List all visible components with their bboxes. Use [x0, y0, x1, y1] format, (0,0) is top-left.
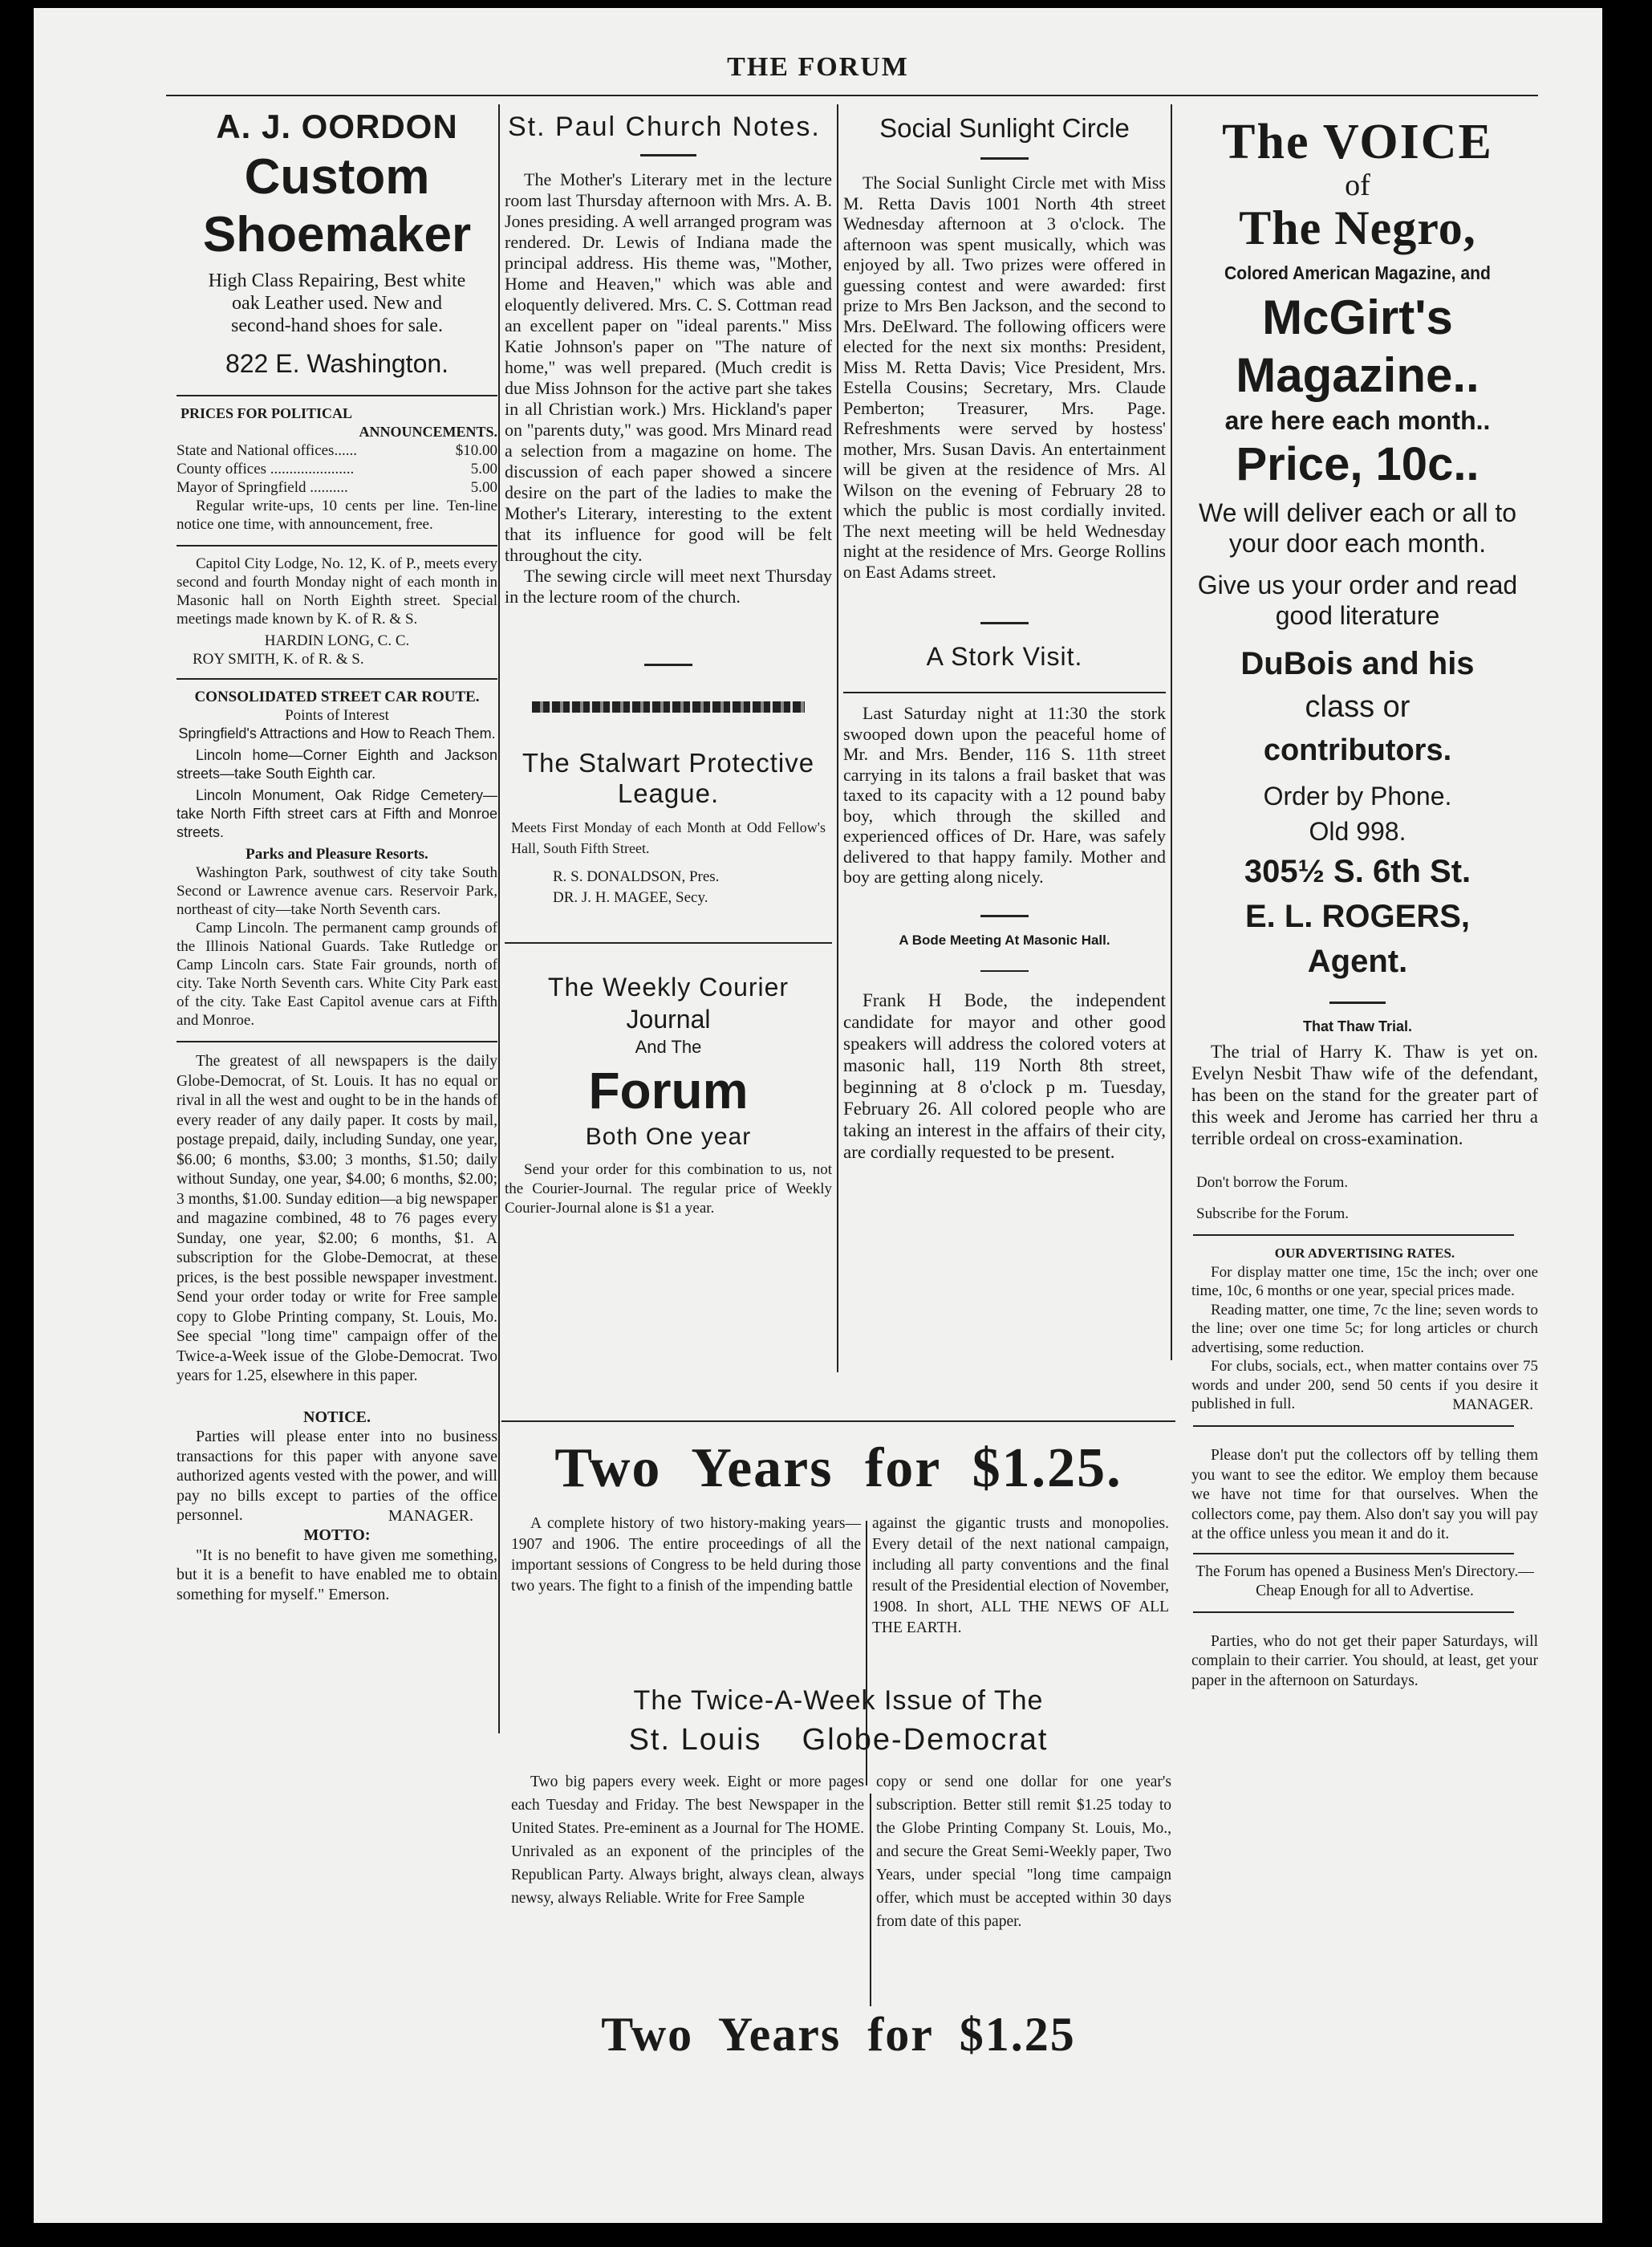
price-row: Mayor of Springfield .......... 5.00 [177, 479, 497, 496]
column-2 [505, 106, 832, 1218]
lodge-notice: Capitol City Lodge, No. 12, K. of P., meets every second and fourth Monday night of each month in Masonic hall on North Eighth street. Special meetings made known by K. of R. & S. HARDIN LONG, C. C. ROY SMITH, K. of R. & S. [177, 555, 497, 668]
collectors-note: Please don't put the collectors off by telling them you want to see the editor. We employ them because we have not time for that ourselves. When the collectors come, pay them. Also don't say you will pay at the office unless you mean it and do it. [1191, 1447, 1538, 1542]
column-rule [870, 1794, 871, 2006]
price-row: State and National offices...... $10.00 [177, 442, 497, 459]
prices-heading: ANNOUNCEMENTS. [359, 424, 497, 440]
borrow-note: Don't borrow the Forum. [1196, 1174, 1349, 1191]
ad-text-left: A complete history of two history-making years—1907 and 1906. The entire proceedings of all the important sessions of Congress to be held during those two years. The fight to a finish of the impending battle [511, 1515, 861, 1595]
subscribe-note: Subscribe for the Forum. [1196, 1205, 1349, 1222]
price-row: County offices ...................... 5.00 [177, 461, 497, 477]
globe-democrat-ad: The greatest of all newspapers is the daily Globe-Democrat, of St. Louis. It has no equal or rival in all the west and ought to be in the hands of every reader of any daily paper. It costs by mail, postage prepaid, daily, including Sunday, one year, $6.00; 6 months, $3.00; 3 months, $1.50; daily without Sunday, one year, $4.00; 6 months, $2.00; 3 months, $1.00. Sunday edition—a big newspaper and magazine combined, 48 to 76 pages every Sunday, one year, $2.00; 6 months, $1. A subscription for the Globe-Democrat, at these prices, is the best possible newspaper investment. Send your order today or write for Free sample copy to Globe Printing company, St. Louis, Mo. See special "long time" campaign offer of the Twice-a-Week issue of the Globe-Democrat. Two years for 1.25, elsewhere in this paper. [177, 1053, 497, 1384]
church-notes: The Mother's Literary met in the lecture room last Thursday afternoon with Mrs. A. B. Jones presiding. A well arranged program was rendered. Dr. Lewis of Indiana made the principal address. His theme was, "Mother, Home and Heaven," which was able and eloquently delivered. Mrs. C. S. Cottman read an excellent paper on "ideal parents." Miss Katie Johnson's paper on "The nature of home," was well prepared. (Much credit is due Miss Johnson for the active part she takes in all Christian work.) Mrs. Hickland's paper on "parents duty," was good. Mrs Minard read a selection from a magazine on home. The discussion of each paper showed a sincere desire on the part of the ladies to make the Mother's Literary, interesting to the extent that its influence for good will be felt throughout the city. The sewing circle will meet next Thursday in the lecture room of the church. [505, 169, 832, 607]
prices-note: Regular write-ups, 10 cents per line. Ten-line notice one time, with announcement, free. [177, 498, 497, 533]
stalwart-league: The Stalwart Protective League. Meets First Monday of each Month at Odd Fellow's Hall, South Fifth Street. R. S. DONALDSON, Pres. DR. J. H. MAGEE, Secy. [505, 748, 832, 908]
streetcar-route: CONSOLIDATED STREET CAR ROUTE. Points of Interest Springfield's Attractions and How to Reach Them. Lincoln home—Corner Eighth and Jackson streets—take South Eighth car. Lincoln Monument, Oak Ridge Cemetery—take North Fifth street cars at Fifth and Monroe streets. Parks and Pleasure Resorts. Washington Park, southwest of city take South Second or Lawrence avenue cars. Reservoir Park, northeast of city—take North Seventh cars. Camp Lincoln. The permanent camp grounds of the Illinois National Guards. Take Rutledge or Camp Lincoln cars. State Fair grounds, north of city. Take North Seventh cars. White City Park east of the city. Take East Capitol avenue cars at Fifth and Monroe. [177, 689, 497, 1029]
stalwart-title: The Stalwart Protective League. [522, 748, 815, 808]
column-rule [498, 104, 500, 1733]
two-years-headline: Two Years for $1.25. [554, 1437, 1122, 1499]
ad-text-right: against the gigantic trusts and monopolies. Every detail of the next national campaign, including all party conventions and the final result of the Presidential election of November, 1908. In short, ALL THE NEWS OF ALL THE EARTH. [872, 1515, 1169, 1636]
saturday-note: Parties, who do not get their paper Saturdays, will complain to their carrier. You should, at least, get your paper in the afternoon on Saturdays. [1191, 1632, 1538, 1689]
top-rule [166, 95, 1538, 96]
globe-democrat-heading: St. Louis Globe-Democrat [628, 1723, 1049, 1757]
ornament-divider [532, 701, 805, 713]
prices-notice [177, 404, 497, 534]
twice-a-week-heading: The Twice-A-Week Issue of The [633, 1685, 1044, 1716]
motto: MOTTO: "It is no benefit to have given me something, but it is a benefit to have enabled me to obtain something for myself." Emerson. [177, 1526, 497, 1603]
bode-title: A Bode Meeting At Masonic Hall. [899, 932, 1110, 948]
two-years-footer: Two Years for $1.25 [601, 2008, 1076, 2061]
social-title: Social Sunlight Circle [879, 113, 1130, 143]
stork-body: Last Saturday night at 11:30 the stork swooped down upon the peaceful home of Mr. and Mrs. Bender, 116 S. 11th street carrying in its talons a frail basket that was taxed to its capacity with a 12 pound baby boy, which through the skilled and experienced offices of Dr. Hare, was safely delivered to that happy family. Mother and boy are getting along nicely. [843, 703, 1166, 887]
church-title: St. Paul Church Notes. [508, 112, 821, 142]
directory-note: The Forum has opened a Business Men's Directory.—Cheap Enough for all to Advertise. [1195, 1562, 1534, 1599]
column-rule [1171, 104, 1172, 1360]
notice: NOTICE. Parties will please enter into no business transactions for this paper with anyone save authorized agents vested with the power, and will pay no bills except to parties of the office personnel. MANAGER. [177, 1408, 497, 1525]
column-rule [837, 104, 838, 1372]
advertising-rates: OUR ADVERTISING RATES. For display matter one time, 15c the inch; over one time, 10c, 6 months or one year, special prices made. Reading matter, one time, 7c the line; seven words to the line; over one time 5c; for long articles or church advertising, some reduction. For clubs, socials, ect., when matter contains over 75 words and under 200, send 50 cents if you desire it published in full. MANAGER. [1191, 1245, 1538, 1413]
column-4 [1177, 112, 1538, 1691]
voice-of-negro-ad: The VOICE of The Negro, Colored American Magazine, and McGirt's Magazine.. are here each month.. Price, 10c.. We will deliver each or all to your door each month. Give us your order and read good literature DuBois and his class or contributors. Order by Phone. Old 998. 305½ S. 6th St. E. L. ROGERS, Agent. [1197, 115, 1518, 979]
masthead: THE FORUM [727, 52, 909, 82]
social-body: The Social Sunlight Circle met with Miss M. Retta Davis 1001 North 4th street Wednesday afternoon at 3 o'clock. The afternoon was spent musically, which was enjoyed by all. Two prizes were offered in guessing contest and were awarded: first prize to Mrs Ben Jackson, and the second to Mrs. DeElward. The following officers were elected for the next six months: President, Miss M. Retta Davis; Vice President, Mrs. Estella Cousins; Secretary, Mrs. Claude Pemberton; Treasurer, Mrs. Page. Refreshments were served by hostess' mother, Mrs. Susan Davis. An entertainment will be given at the residence of Mrs. Al Wilson on the evening of February 28 to which the public is most cordially invited. The next meeting will be held Wednesday night at the residence of Mrs. George Rollins on East Adams street. [843, 173, 1166, 582]
route-heading: CONSOLIDATED STREET CAR ROUTE. [194, 689, 480, 705]
ad-text-right-2: copy or send one dollar for one year's subscription. Better still remit $1.25 today to the Globe Printing Company St. Louis, Mo., and secure the Great Semi-Weekly paper, Two Years, under special "long time campaign offer, which must be accepted within 30 days from date of this paper. [876, 1774, 1171, 1930]
column-3 [843, 106, 1166, 1163]
prices-heading: PRICES FOR POLITICAL [181, 405, 353, 421]
ad-body: High Class Repairing, Best white oak Leather used. New and second-hand shoes for sale. [208, 270, 466, 336]
ad-name: A. J. OORDON [216, 108, 458, 145]
ad-text-left-2: Two big papers every week. Eight or more pages each Tuesday and Friday. The best Newspaper in the United States. Pre-eminent as a Journal for The HOME. Unrivaled as an exponent of the principles of the Republican Party. Always bright, always clean, always newsy, always Reliable. Write for Free Sample [511, 1774, 864, 1907]
column-1 [177, 106, 497, 1604]
ad-title: Custom [244, 149, 430, 205]
stork-title: A Stork Visit. [926, 642, 1083, 671]
ad-title: Shoemaker [202, 207, 472, 262]
thaw-trial: That Thaw Trial. The trial of Harry K. Thaw is yet on. Evelyn Nesbit Thaw wife of the defendant, has been on the stand for the greater part of this week and Jerome has carried her thru a terrible ordeal on cross-examination. [1191, 1018, 1538, 1148]
courier-journal-ad: The Weekly Courier Journal And The Forum Both One year Send your order for this combination to us, not the Courier-Journal. The regular price of Weekly Courier-Journal alone is $1 a year. [505, 973, 832, 1217]
oordon-ad [177, 106, 497, 380]
ad-address: 822 E. Washington. [225, 349, 449, 378]
section-rule [501, 1420, 1175, 1422]
newspaper-page [34, 8, 1602, 2223]
bode-body: Frank H Bode, the independent candidate for mayor and other good speakers will address the colored voters at masonic hall, 119 North 8th street, beginning at 8 o'clock p m. Tuesday, February 26. All colored people who are taking an interest in the affairs of their city, are cordially requested to be present. [843, 989, 1166, 1162]
